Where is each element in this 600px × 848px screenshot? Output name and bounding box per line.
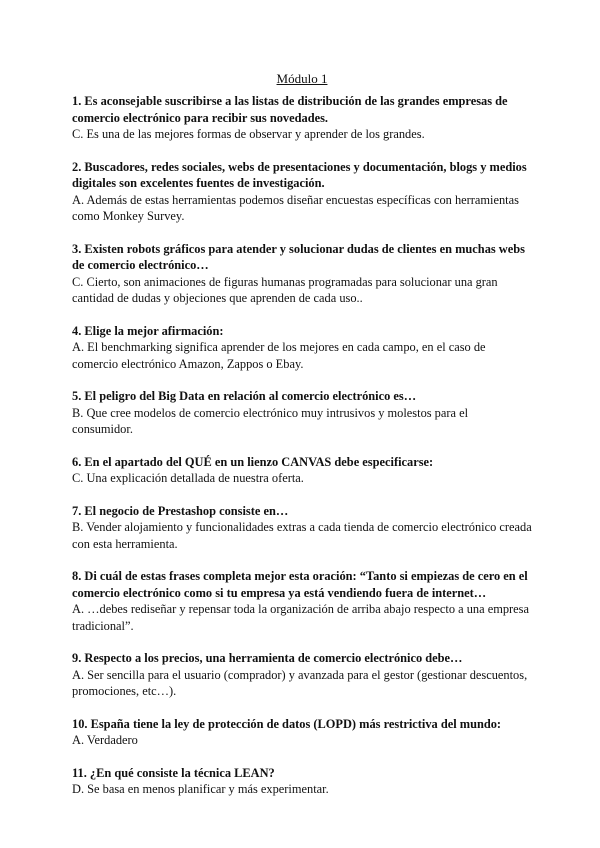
qa-item-8 xyxy=(72,568,532,634)
qa-item-9 xyxy=(72,650,532,700)
answer-5: B. Que cree modelos de comercio electrónico muy intrusivos y molestos para el consumidor. xyxy=(72,405,469,436)
qa-item-7 xyxy=(72,503,532,553)
answer-7: B. Vender alojamiento y funcionalidades extras a cada tienda de comercio electrónico creada con esta herramienta. xyxy=(72,520,532,551)
question-2: 2. Buscadores, redes sociales, webs de presentaciones y documentación, blogs y medios digitales son excelentes fuentes de investigación. xyxy=(72,159,527,190)
question-5: 5. El peligro del Big Data en relación al comercio electrónico es… xyxy=(72,389,417,403)
answer-9: A. Ser sencilla para el usuario (comprador) y avanzada para el gestor (gestionar descuentos, promociones, etc…). xyxy=(72,667,528,698)
qa-item-2 xyxy=(72,159,532,225)
question-7: 7. El negocio de Prestashop consiste en… xyxy=(72,503,289,518)
qa-item-1 xyxy=(72,93,532,143)
qa-item-5 xyxy=(72,388,532,438)
qa-item-3 xyxy=(72,241,532,307)
qa-item-6 xyxy=(72,454,532,487)
question-1: 1. Es aconsejable suscribirse a las listas de distribución de las grandes empresas de comercio electrónico para recibir sus novedades. xyxy=(72,94,508,125)
question-9: 9. Respecto a los precios, una herramienta de comercio electrónico debe… xyxy=(72,651,463,665)
answer-10: A. Verdadero xyxy=(72,733,138,747)
qa-item-11 xyxy=(72,765,532,798)
document-page xyxy=(72,70,532,814)
answer-1: C. Es una de las mejores formas de observar y aprender de los grandes. xyxy=(72,127,425,141)
question-6: 6. En el apartado del QUÉ en un lienzo CANVAS debe especificarse: xyxy=(72,454,434,469)
question-8: 8. Di cuál de estas frases completa mejor esta oración: “Tanto si empiezas de cero en el comercio electrónico como si tu empresa ya está vendiendo fuera de internet… xyxy=(72,569,528,600)
qa-item-4 xyxy=(72,323,532,373)
answer-2: A. Además de estas herramientas podemos diseñar encuestas específicas con herramientas como Monkey Survey. xyxy=(72,192,519,223)
qa-item-10 xyxy=(72,716,532,749)
answer-6: C. Una explicación detallada de nuestra oferta. xyxy=(72,471,304,485)
question-3: 3. Existen robots gráficos para atender y solucionar dudas de clientes en muchas webs de comercio electrónico… xyxy=(72,241,525,272)
question-10: 10. España tiene la ley de protección de datos (LOPD) más restrictiva del mundo: xyxy=(72,716,502,731)
question-4: 4. Elige la mejor afirmación: xyxy=(72,323,224,338)
answer-8: A. …debes rediseñar y repensar toda la organización de arriba abajo respecto a una empresa tradicional”. xyxy=(72,602,529,633)
answer-11: D. Se basa en menos planificar y más experimentar. xyxy=(72,782,329,796)
answer-3: C. Cierto, son animaciones de figuras humanas programadas para solucionar una gran cantidad de dudas y objeciones que aprenden de cada uso.. xyxy=(72,274,498,305)
module-title: Módulo 1 xyxy=(276,71,328,86)
question-11: 11. ¿En qué consiste la técnica LEAN? xyxy=(72,765,275,780)
answer-4: A. El benchmarking significa aprender de los mejores en cada campo, en el caso de comercio electrónico Amazon, Zappos o Ebay. xyxy=(72,340,486,371)
